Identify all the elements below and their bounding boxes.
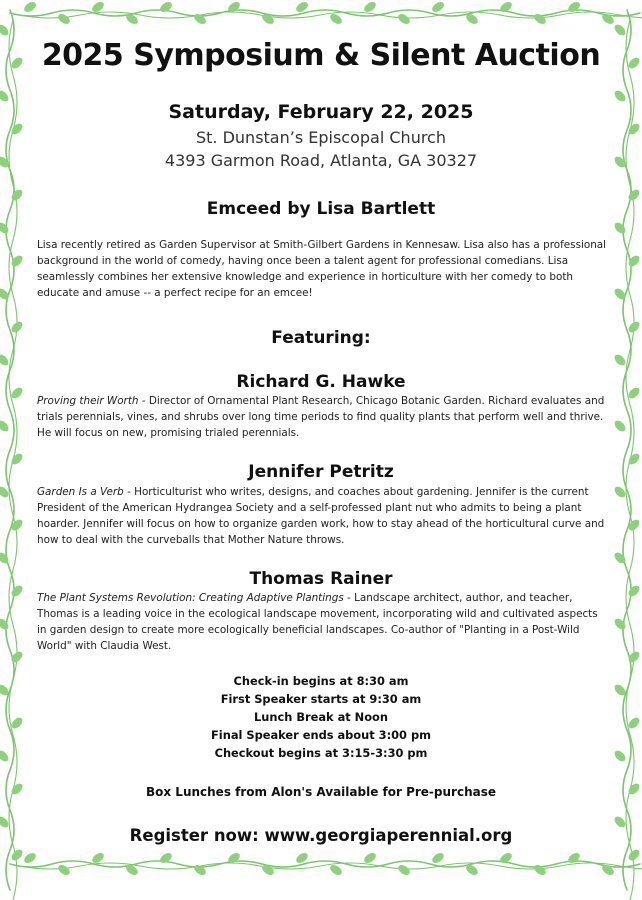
schedule: [0, 672, 642, 762]
leaf-icon: [627, 848, 642, 863]
lunch-note: Box Lunches from Alon's Available for Pre-purchase: [145, 785, 496, 799]
emcee-heading: Emceed by Lisa Bartlett: [206, 199, 436, 219]
separator: -: [343, 592, 355, 604]
separator: -: [138, 395, 149, 407]
schedule-item: Lunch Break at Noon: [254, 710, 388, 724]
leaf-icon: [328, 12, 343, 26]
vine-stem: [10, 861, 640, 867]
schedule-item: First Speaker starts at 9:30 am: [220, 692, 422, 706]
schedule-item: Final Speaker ends about 3:00 pm: [211, 728, 431, 742]
schedule-item: Checkout begins at 3:15-3:30 pm: [214, 746, 428, 760]
leaf-icon: [0, 221, 10, 236]
leaf-icon: [362, 0, 377, 14]
leaf-icon: [0, 551, 10, 566]
event-venue: St. Dunstan’s Episcopal Church: [195, 128, 446, 147]
leaf-icon: [532, 12, 547, 26]
leaf-icon: [328, 863, 343, 877]
leaf-icon: [22, 0, 37, 14]
speaker-description: [37, 590, 609, 654]
speaker-bio: Director of Ornamental Plant Research, Chicago Botanic Garden. Richard evaluates and trials perennials, vines, and shrubs over long time periods to find quality plants that perform well and thrive. He will focus on new, promising trialed perennials.: [37, 395, 605, 439]
leaf-icon: [613, 353, 628, 368]
speaker-bio: Horticulturist who writes, designs, and coaches about gardening. Jennifer is the current President of the American Hydrangea Society and a self-professed plant nut who admits to being a plant hoarder. Jennifer will focus on how to organize garden work, how to stay ahead of the horticultural curve and how to deal with the curveballs that Mother Nature throws.: [37, 486, 605, 546]
leaf-icon: [10, 848, 25, 863]
leaf-icon: [613, 23, 628, 38]
leaf-icon: [613, 221, 628, 236]
leaf-icon: [532, 863, 547, 877]
talk-title: Proving their Worth: [37, 395, 139, 407]
leaf-icon: [396, 12, 411, 26]
event-date: Saturday, February 22, 2025: [168, 101, 474, 123]
speaker-name: Thomas Rainer: [249, 569, 393, 589]
leaf-icon: [22, 851, 37, 865]
featuring-heading: Featuring:: [271, 328, 371, 348]
leaf-icon: [396, 863, 411, 877]
leaf-icon: [0, 353, 10, 368]
leaf-icon: [430, 851, 445, 865]
leaf-icon: [362, 851, 377, 865]
leaf-icon: [613, 617, 628, 632]
vine-stem: [10, 10, 640, 16]
leaf-icon: [56, 863, 71, 877]
leaf-icon: [0, 419, 10, 434]
emcee-bio: Lisa recently retired as Garden Supervisor at Smith-Gilbert Gardens in Kennesaw. Lisa also has a professional background in the world of comedy, having once been a talent agent for professional comedians. Lisa seamlessly combines her extensive knowledge and experience in horticulture with her comedy to both educate and amuse -- a perfect recipe for an emcee!: [37, 239, 607, 299]
speaker-description: [37, 484, 609, 548]
separator: -: [123, 486, 135, 498]
leaf-icon: [0, 617, 10, 632]
event-address: 4393 Garmon Road, Atlanta, GA 30327: [164, 151, 478, 170]
schedule-item: Check-in begins at 8:30 am: [233, 674, 409, 688]
speaker-name: Jennifer Petritz: [248, 462, 394, 482]
leaf-icon: [613, 419, 628, 434]
register-link[interactable]: Register now: www.georgiaperennial.org: [129, 826, 513, 845]
leaf-icon: [430, 0, 445, 14]
leaf-icon: [56, 12, 71, 26]
speaker-description: [37, 393, 609, 441]
talk-title: The Plant Systems Revolution: Creating Adaptive Plantings: [37, 592, 344, 604]
speaker-bio: Landscape architect, author, and teacher, Thomas is a leading voice in the ecological landscape movement, incorporating wild and cultivated aspects in garden design to create more ecologically beneficial landscapes. Co-author of "Planting in a Post-Wild World" with Claudia West.: [37, 592, 598, 652]
talk-title: Garden Is a Verb: [37, 486, 124, 498]
speaker-name: Richard G. Hawke: [236, 372, 406, 392]
page-title: 2025 Symposium & Silent Auction: [41, 38, 601, 73]
leaf-icon: [0, 23, 10, 38]
